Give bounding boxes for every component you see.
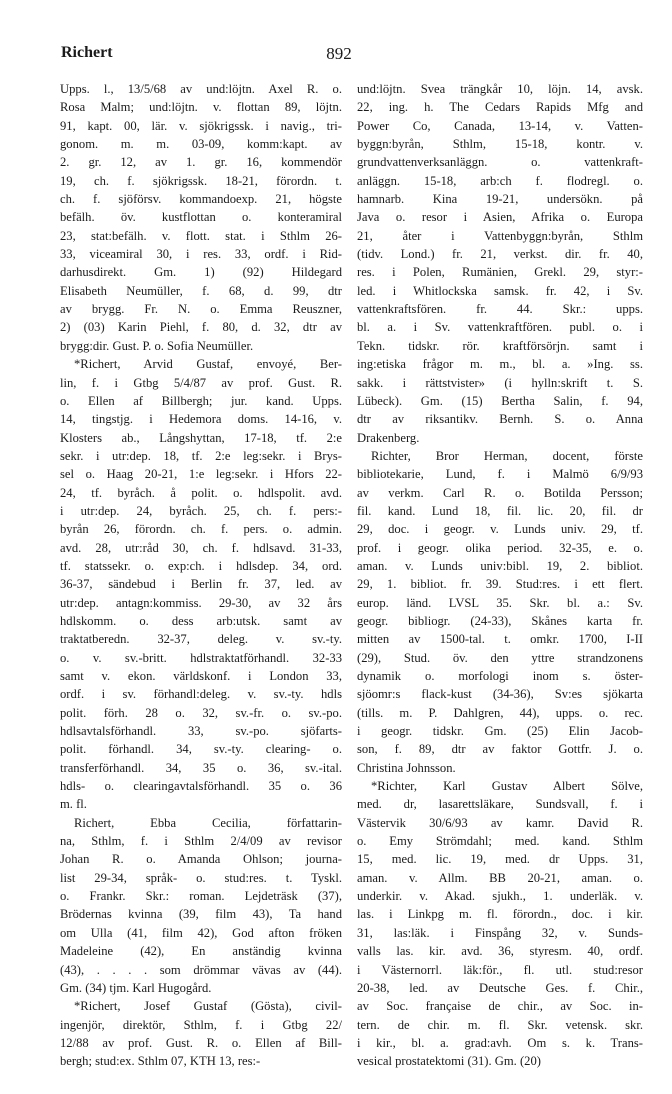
text-line: Java o. resor i Asien, Afrika o. Europa	[357, 210, 643, 225]
text-line: ing:etiska frågor m. m., bl. a. »Ing. ss.	[357, 357, 643, 372]
text-line: Elisabeth Neumüller, f. 68, d. 99, dtr	[60, 283, 342, 298]
text-line: led. i Whitlockska samsk. fr. 42, i Sv.	[357, 283, 643, 298]
text-line: 15, med. lic. 19, med. dr Upps. 31,	[357, 852, 643, 867]
text-line: dynamik o. morfologi inom s. öster-	[357, 669, 643, 683]
text-line: underkir. v. Akad. sjukh., 1. underläk. v.	[357, 889, 643, 904]
text-line: res. i Polen, Rumänien, Grekl. 29, styr:-	[357, 265, 643, 280]
text-line: hdlsavtalsförhandl. 33, sv.-po. sjöfarts-	[60, 724, 342, 739]
text-line: ordf. i sv. förhandl:deleg. v. sv.-ty. hdls	[60, 687, 342, 702]
text-line: avd. 28, utr:råd 30, ch. f. hdlsavd. 31-33,	[60, 540, 342, 555]
right-column	[357, 80, 643, 1071]
text-line: sakk. i rättstvister» (i hylln:skrift t. S.	[357, 375, 643, 390]
text-line: Drakenberg.	[357, 430, 420, 445]
text-line: i geogr. tidskr. Gm. (25) Elin Jacob-	[357, 724, 643, 739]
running-head: Richert	[61, 44, 113, 61]
text-line: gonom. m. m. 03-09, komm:kapt. av	[60, 137, 342, 152]
text-line: polit. förh. 28 o. 32, sv.-fr. o. sv.-po.	[60, 705, 342, 720]
text-line: samt v. ekon. världskonf. i London 33,	[60, 669, 342, 683]
text-line: sjöomr:s flack-kust (34-36), Sv:es sjökarta	[357, 687, 643, 702]
text-line: (tidv. Lond.) fr. 21, verkst. dir. fr. 40,	[357, 247, 643, 262]
text-line: tf. statssekr. o. exp:ch. i hdlsdep. 34, ord.	[60, 558, 342, 573]
text-line: o. Emy Strömdahl; med. kand. Sthlm	[357, 834, 643, 849]
text-line: 31, las:läk. i Finspång 32, v. Sunds-	[357, 925, 643, 940]
text-line: Lübeck). Gm. (15) Bertha Salin, f. 94,	[357, 393, 643, 408]
text-line: 33, viceamiral 30, i res. 33, ordf. i Rid-	[60, 247, 342, 262]
text-line: *Richert, Arvid Gustaf, envoyé, Ber-	[74, 357, 342, 372]
text-line: aman. v. Lunds univ:bibl. 19, 2. bibliot.	[357, 558, 643, 573]
text-line: o. Ellen af Billbergh; jur. kand. Upps.	[60, 393, 342, 408]
text-line: med. dr, lasarettsläkare, Sundsvall, f. i	[357, 797, 643, 812]
text-line: o. Frankr. Skr.: roman. Lejdeträsk (37),	[60, 889, 342, 904]
text-line: utr:dep. antagn:kommiss. 29-30, av 32 års	[60, 595, 342, 610]
text-line: av brygg. Fr. N. o. Emma Reuszner,	[60, 302, 342, 317]
page-number: 892	[326, 44, 352, 63]
text-line: hdls- o. clearingavtalsförhandl. 35 o. 36	[60, 779, 342, 794]
text-line: 19, ch. f. sjökrigssk. 18-21, förordn. t.	[60, 173, 342, 188]
text-line: 91, kapt. 00, lär. v. sjökrigssk. i navig., tri-	[60, 118, 342, 133]
text-line: darhusdirekt. Gm. 1) (92) Hildegard	[60, 265, 342, 280]
text-line: ch. f. sjöförsv. kommandoexp. 21, högste	[60, 192, 342, 207]
text-line: dtr av riksantikv. Bernh. S. o. Anna	[357, 412, 643, 427]
text-line: *Richter, Karl Gustav Albert Sölve,	[371, 779, 643, 794]
text-line: aman. v. Allm. BB 20-21, aman. o.	[357, 870, 643, 885]
text-line: Madeleine (42), En anständig kvinna	[60, 944, 342, 959]
text-line: Upps. l., 13/5/68 av und:löjtn. Axel R. o.	[60, 82, 342, 96]
left-column	[60, 80, 342, 1071]
text-line: m. fl.	[60, 797, 87, 812]
text-line: transferförhandl. 34, 35 o. 36, sv.-ital.	[60, 760, 342, 775]
text-line: (43), . . . . som drömmar vävas av (44).	[60, 962, 342, 977]
text-line: mitten av 1500-tal. t. omkr. 1700, I-II	[357, 632, 643, 647]
text-line: las. i Linkpg m. fl. förordn., doc. i kir.	[357, 907, 643, 922]
text-line: 20-38, led. av Deutsche Ges. f. Chir.,	[357, 980, 643, 995]
text-line: und:löjtn. Svea trängkår 10, löjn. 14, avsk.	[357, 82, 643, 96]
text-line: anläggn. 15-18, arb:ch f. flodregl. o.	[357, 173, 643, 188]
text-line: prof. i geogr. olika period. 32-35, e. o.	[357, 540, 643, 555]
text-line: 21, åter i Vattenbyggn:byrån, Sthlm	[357, 228, 643, 243]
text-line: tern. de chir. m. fl. Skr. vetensk. skr.	[357, 1017, 643, 1032]
text-line: av verkm. Carl R. o. Botilda Persson;	[357, 485, 643, 500]
text-line: bl. a. i Sv. vattenkraftfören. publ. o. i	[357, 320, 643, 335]
text-line: Gm. (34) tjm. Karl Hugogård.	[60, 980, 212, 995]
text-line: 36-37, sändebud i Berlin fr. 37, led. av	[60, 577, 342, 592]
text-line: Brödernas kvinna (39, film 43), Ta hand	[60, 907, 342, 922]
text-line: Västervik 30/6/93 av kamr. David R.	[357, 815, 643, 830]
text-line: Richert, Ebba Cecilia, författarin-	[74, 815, 342, 830]
text-line: 2. gr. 12, av 1. gr. 16, kommendör	[60, 155, 342, 170]
text-line: byggn:byrån, Sthlm, 15-18, kontr. v.	[357, 137, 643, 152]
text-line: Rosa Malm; und:löjtn. v. flottan 89, löjtn.	[60, 100, 342, 115]
text-line: Richter, Bror Herman, docent, förste	[371, 448, 643, 463]
text-line: lin, f. i Gtbg 5/4/87 av prof. Gust. R.	[60, 375, 342, 390]
text-line: hamnarb. Kina 19-21, undersökn. på	[357, 192, 643, 207]
text-line: i utr:dep. 24, byråch. 25, ch. f. pers:-	[60, 503, 342, 518]
text-line: europ. länd. LVSL 35. Skr. bl. a.: Sv.	[357, 595, 643, 610]
text-line: 29, 1. bibliot. fr. 39. Stud:res. i ett flert.	[357, 577, 643, 592]
text-line: (tills. m. P. Dahlgren, 44), upps. o. rec.	[357, 705, 643, 720]
text-line: geogr. bibliogr. (24-33), Skånes karta fr.	[357, 613, 643, 628]
text-line: grundvattenverksanläggn. o. vattenkraft-	[357, 155, 643, 170]
text-line: 23, stat:befälh. v. flott. stat. i Sthlm 26-	[60, 228, 342, 243]
text-line: valls las. kir. avd. 36, styresm. 40, ordf.	[357, 944, 643, 959]
text-line: bibliotekarie, Lund, f. i Malmö 6/9/93	[357, 467, 643, 482]
text-line: son, f. 89, dtr av faktor Gottfr. J. o.	[357, 742, 643, 757]
text-line: 22, ing. h. The Cedars Rapids Mfg and	[357, 100, 643, 115]
text-line: vattenkraftsfören. fr. 44. Skr.: upps.	[357, 302, 643, 317]
text-line: Power Co, Canada, 13-14, v. Vatten-	[357, 118, 643, 133]
text-line: befälh. öv. kustflottan o. konteramiral	[60, 210, 342, 225]
text-line: Christina Johnsson.	[357, 760, 456, 775]
text-line: sekr. i utr:dep. 18, tf. 2:e leg:sekr. i Brys-	[60, 448, 342, 463]
text-line: hdlskomm. o. dess arb:utsk. samt av	[60, 613, 342, 628]
text-line: sel o. Haag 20-21, 1:e leg:sekr. i Hfors 22-	[60, 467, 342, 482]
text-line: fil. kand. Lund 18, fil. lic. 20, fil. dr	[357, 503, 643, 518]
text-line: 24, tf. byråch. å polit. o. hdlspolit. avd.	[60, 485, 342, 500]
text-line: om Ulla (41, film 42), God afton fröken	[60, 925, 342, 940]
text-line: 12/88 av prof. Gust. R. o. Ellen af Bill-	[60, 1035, 342, 1050]
text-line: i Västernorrl. läk:för., fl. utl. stud:resor	[357, 962, 643, 977]
text-line: Tekn. tidskr. rör. kraftförsörjn. samt i	[357, 338, 643, 353]
text-line: polit. förhandl. 34, sv.-ty. clearing- o.	[60, 742, 342, 757]
text-line: *Richert, Josef Gustaf (Gösta), civil-	[74, 999, 342, 1014]
text-line: Johan R. o. Amanda Ohlson; journa-	[60, 852, 342, 867]
text-line: i kir., bl. a. grad:avh. Om s. k. Trans-	[357, 1035, 643, 1050]
text-line: o. v. sv.-britt. hdlstraktatförhandl. 32-33	[60, 650, 342, 665]
text-line: vesical prostatektomi (31). Gm. (20)	[357, 1054, 541, 1069]
text-line: na, Sthlm, f. i Sthlm 2/4/09 av revisor	[60, 834, 342, 849]
text-line: (29), Stud. öv. den yttre strandzonens	[357, 650, 643, 665]
text-line: ingenjör, direktör, Sthlm, f. i Gtbg 22/	[60, 1017, 342, 1032]
text-line: Klosters ab., Långshyttan, 17-18, tf. 2:e	[60, 430, 342, 445]
text-line: traktatberedn. 32-37, deleg. v. sv.-ty.	[60, 632, 342, 647]
text-line: 14, tingstjg. i Hedemora doms. 14-16, v.	[60, 412, 342, 427]
text-line: av Soc. française de chir., av Soc. in-	[357, 999, 643, 1014]
text-line: list 29-34, språk- o. stud:res. t. Tyskl.	[60, 870, 342, 885]
text-line: bergh; stud:ex. Sthlm 07, KTH 13, res:-	[60, 1054, 261, 1069]
text-line: 2) (03) Karin Piehl, f. 80, d. 32, dtr av	[60, 320, 342, 335]
text-line: 29, doc. i geogr. v. Lunds univ. 29, tf.	[357, 522, 643, 537]
page-header	[61, 44, 617, 68]
text-line: brygg:dir. Gust. P. o. Sofia Neumüller.	[60, 338, 254, 353]
text-line: byrån 26, förordn. ch. f. pers. o. admin.	[60, 522, 342, 537]
